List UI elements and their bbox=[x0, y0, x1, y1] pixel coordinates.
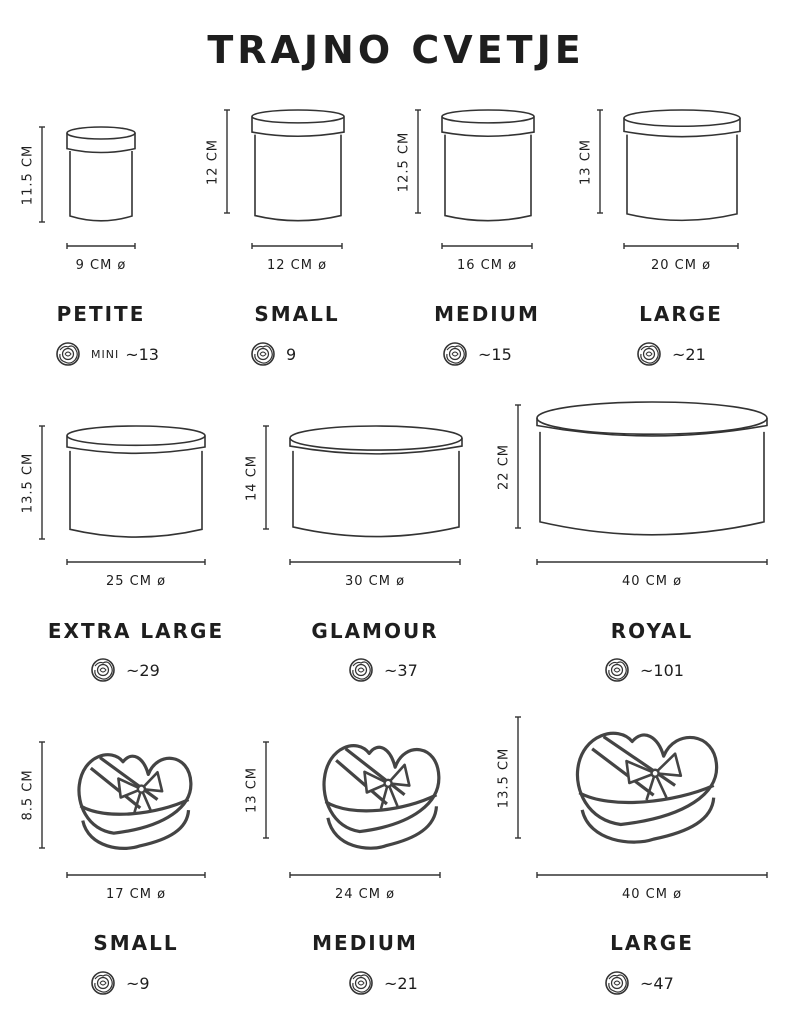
box-lid-top bbox=[624, 110, 740, 126]
box-body bbox=[70, 451, 202, 537]
bow-knot bbox=[652, 770, 659, 777]
rose-icon bbox=[250, 341, 276, 367]
flower-count bbox=[442, 341, 512, 367]
box-body bbox=[627, 135, 737, 221]
count-value: ~101 bbox=[640, 660, 684, 680]
height-label: 13.5 CM bbox=[20, 452, 36, 513]
count-value: ~13 bbox=[125, 344, 159, 364]
box-drawing-round bbox=[290, 426, 462, 537]
diameter-label: 16 CM ø bbox=[456, 258, 518, 273]
box-name: LARGE bbox=[610, 931, 694, 955]
bow-knot bbox=[138, 786, 145, 793]
diameter-label: 20 CM ø bbox=[650, 258, 712, 273]
count-value: ~21 bbox=[384, 973, 418, 993]
height-label: 13.5 CM bbox=[496, 747, 512, 808]
box-name: SMALL bbox=[254, 302, 340, 326]
diameter-label: 17 CM ø bbox=[105, 887, 167, 902]
count-value: ~15 bbox=[478, 344, 512, 364]
count-value: ~47 bbox=[640, 973, 674, 993]
height-label: 8.5 CM bbox=[20, 769, 36, 821]
box-drawing-heart bbox=[324, 746, 439, 849]
box-drawing-round bbox=[442, 110, 534, 221]
flower-count bbox=[604, 970, 674, 996]
height-label: 12 CM bbox=[205, 138, 221, 185]
height-label: 13 CM bbox=[244, 767, 260, 813]
diameter-label: 40 CM ø bbox=[621, 574, 683, 589]
flower-count bbox=[636, 341, 706, 367]
box-lid-top bbox=[67, 426, 205, 445]
height-label: 22 CM bbox=[496, 443, 512, 490]
rose-icon bbox=[55, 341, 81, 367]
height-label: 14 CM bbox=[244, 454, 260, 501]
flower-count bbox=[55, 341, 159, 367]
rose-icon bbox=[604, 970, 630, 996]
box-drawing-round bbox=[252, 110, 344, 221]
box-lid-top bbox=[442, 110, 534, 123]
box-body bbox=[445, 135, 531, 221]
rose-icon bbox=[90, 657, 116, 683]
rose-icon bbox=[90, 970, 116, 996]
box-name: GLAMOUR bbox=[311, 619, 439, 643]
page-title: TRAJNO CVETJE bbox=[207, 28, 585, 72]
rose-icon bbox=[442, 341, 468, 367]
count-value: ~21 bbox=[672, 344, 706, 364]
box-drawing-round bbox=[624, 110, 740, 220]
box-drawing-round bbox=[67, 127, 135, 221]
flower-count bbox=[348, 657, 418, 683]
count-value: ~37 bbox=[384, 660, 418, 680]
count-value: ~29 bbox=[126, 660, 160, 680]
box-drawing-heart bbox=[79, 755, 191, 849]
box-name: EXTRA LARGE bbox=[47, 619, 225, 643]
rose-icon bbox=[636, 341, 662, 367]
box-name: LARGE bbox=[639, 302, 723, 326]
diameter-label: 9 CM ø bbox=[75, 258, 127, 273]
box-body bbox=[293, 451, 459, 537]
flower-count bbox=[90, 970, 150, 996]
box-lid-top bbox=[67, 127, 135, 139]
heart-lid bbox=[79, 755, 191, 833]
flower-count bbox=[348, 970, 418, 996]
diameter-label: 12 CM ø bbox=[266, 258, 328, 273]
flower-count bbox=[604, 657, 684, 683]
heart-lid bbox=[577, 733, 716, 824]
height-label: 13 CM bbox=[578, 138, 594, 185]
box-drawing-round bbox=[537, 402, 767, 535]
box-name: PETITE bbox=[56, 302, 146, 326]
bow-knot bbox=[385, 780, 392, 787]
box-name: SMALL bbox=[93, 931, 179, 955]
height-label: 11.5 CM bbox=[20, 144, 36, 205]
mini-label: MINI bbox=[91, 347, 120, 361]
box-lid-top bbox=[290, 426, 462, 450]
box-body bbox=[70, 151, 132, 221]
box-body bbox=[540, 432, 764, 535]
count-value: ~9 bbox=[126, 973, 150, 993]
box-lid-top bbox=[252, 110, 344, 123]
box-name: MEDIUM bbox=[312, 931, 418, 955]
diameter-label: 25 CM ø bbox=[105, 574, 167, 589]
box-drawing-round bbox=[67, 426, 205, 537]
box-drawing-heart bbox=[577, 733, 716, 842]
flower-count bbox=[90, 657, 160, 683]
box-body bbox=[255, 135, 341, 221]
rose-icon bbox=[348, 657, 374, 683]
box-lid-top bbox=[537, 402, 767, 434]
diameter-label: 30 CM ø bbox=[344, 574, 406, 589]
rose-icon bbox=[348, 970, 374, 996]
diameter-label: 24 CM ø bbox=[334, 887, 396, 902]
diameter-label: 40 CM ø bbox=[621, 887, 683, 902]
flower-count bbox=[250, 341, 296, 367]
count-value: 9 bbox=[286, 344, 297, 364]
height-label: 12.5 CM bbox=[396, 131, 412, 192]
rose-icon bbox=[604, 657, 630, 683]
box-name: MEDIUM bbox=[434, 302, 540, 326]
box-name: ROYAL bbox=[610, 619, 694, 643]
heart-lid bbox=[324, 746, 439, 832]
